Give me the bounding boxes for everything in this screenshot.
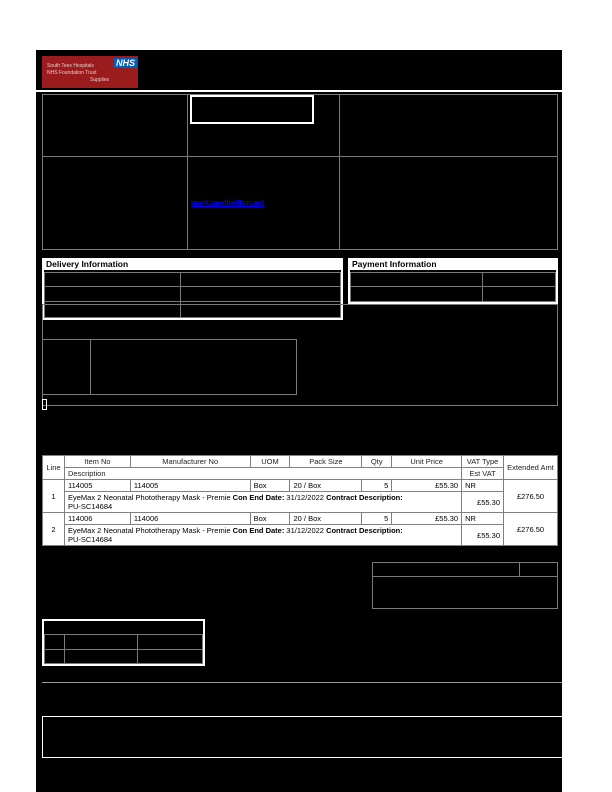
table-subheader-row <box>43 468 558 480</box>
table-row <box>43 513 558 525</box>
con-end-date: 31/12/2022 <box>286 493 324 502</box>
payment-row-1-right <box>482 272 556 287</box>
header-pack-size: Pack Size <box>290 456 362 468</box>
logo-line-3: Supplies <box>90 77 110 83</box>
header-manufacturer-no: Manufacturer No <box>130 456 250 468</box>
logo-line-1: South Tees Hospitals <box>47 63 94 69</box>
footer-separator <box>42 682 562 683</box>
row-pack-size: 20 / Box <box>290 480 362 492</box>
payment-info-heading: Payment Information <box>348 258 558 270</box>
hospital-logo <box>42 56 138 88</box>
logo-line-2: NHS Foundation Trust <box>47 70 97 76</box>
row-line-number: 1 <box>43 480 65 513</box>
delivery-row-2-right <box>180 286 341 302</box>
row-unit-price: £55.30 <box>392 513 462 525</box>
row-est-vat: £55.30 <box>462 525 504 546</box>
row-vat-type: NR <box>462 513 504 525</box>
order-number-box <box>190 95 314 124</box>
payment-row-2-right <box>482 286 556 302</box>
row-qty: 5 <box>362 480 392 492</box>
row-uom: Box <box>250 480 290 492</box>
row-description-cell <box>64 525 461 546</box>
notes-label-cell <box>42 339 91 395</box>
con-end-label: Con End Date: <box>232 493 285 502</box>
contact-email-link[interactable]: mark.medbellton.net <box>191 198 265 207</box>
info-grid-divider <box>42 156 558 157</box>
row-unit-price: £55.30 <box>392 480 462 492</box>
header-item-no: Item No <box>64 456 130 468</box>
contract-code: PU-SC14684 <box>67 502 113 511</box>
approval-cell-3 <box>137 634 203 650</box>
row-extended-amount: £276.50 <box>504 513 558 546</box>
row-line-number: 2 <box>43 513 65 546</box>
header-extended-amt: Extended Amt <box>504 456 558 480</box>
delivery-row-1-left <box>44 272 181 287</box>
delivery-info-heading: Delivery Information <box>42 258 343 270</box>
row-manufacturer-no: 114006 <box>130 513 250 525</box>
info-grid-col-1 <box>42 94 188 250</box>
row-item-no: 114006 <box>64 513 130 525</box>
row-est-vat: £55.30 <box>462 492 504 513</box>
table-row-detail <box>43 525 558 546</box>
notes-marker <box>42 399 47 410</box>
payment-row-1-left <box>350 272 483 287</box>
payment-row-2-left <box>350 286 483 302</box>
row-extended-amount: £276.50 <box>504 480 558 513</box>
header-qty: Qty <box>362 456 392 468</box>
nhs-badge: NHS <box>115 58 135 68</box>
row-pack-size: 20 / Box <box>290 513 362 525</box>
contract-description-label: Contract Description: <box>326 526 403 535</box>
totals-label-cell <box>372 562 520 577</box>
header-unit-price: Unit Price <box>392 456 462 468</box>
header-est-vat: Est VAT <box>462 468 504 480</box>
approval-cell-6 <box>137 649 203 664</box>
row-manufacturer-no: 114005 <box>130 480 250 492</box>
table-row <box>43 480 558 492</box>
totals-value-cell <box>519 562 558 577</box>
row-description: EyeMax 2 Neonatal Phototherapy Mask - Premie <box>67 526 231 535</box>
header-description: Description <box>64 468 461 480</box>
header-vat-type: VAT Type <box>462 456 504 468</box>
approval-cell-4 <box>44 649 65 664</box>
approval-cell-2 <box>64 634 138 650</box>
approval-cell-5 <box>64 649 138 664</box>
delivery-row-2-left <box>44 286 181 302</box>
row-description-cell <box>64 492 461 513</box>
header-line: Line <box>43 456 65 480</box>
contract-description-label: Contract Description: <box>326 493 403 502</box>
row-vat-type: NR <box>462 480 504 492</box>
line-items-table <box>42 455 558 546</box>
header-uom: UOM <box>250 456 290 468</box>
footer-panel <box>42 716 576 758</box>
row-uom: Box <box>250 513 290 525</box>
delivery-row-1-right <box>180 272 341 287</box>
info-grid-col-3 <box>339 94 558 250</box>
table-row-detail <box>43 492 558 513</box>
row-qty: 5 <box>362 513 392 525</box>
approval-cell-1 <box>44 634 65 650</box>
table-header-row <box>43 456 558 468</box>
totals-box <box>372 576 558 609</box>
row-item-no: 114005 <box>64 480 130 492</box>
row-description: EyeMax 2 Neonatal Phototherapy Mask - Premie <box>67 493 231 502</box>
con-end-date: 31/12/2022 <box>286 526 324 535</box>
con-end-label: Con End Date: <box>232 526 285 535</box>
notes-value-cell <box>90 339 297 395</box>
contract-code: PU-SC14684 <box>67 535 113 544</box>
